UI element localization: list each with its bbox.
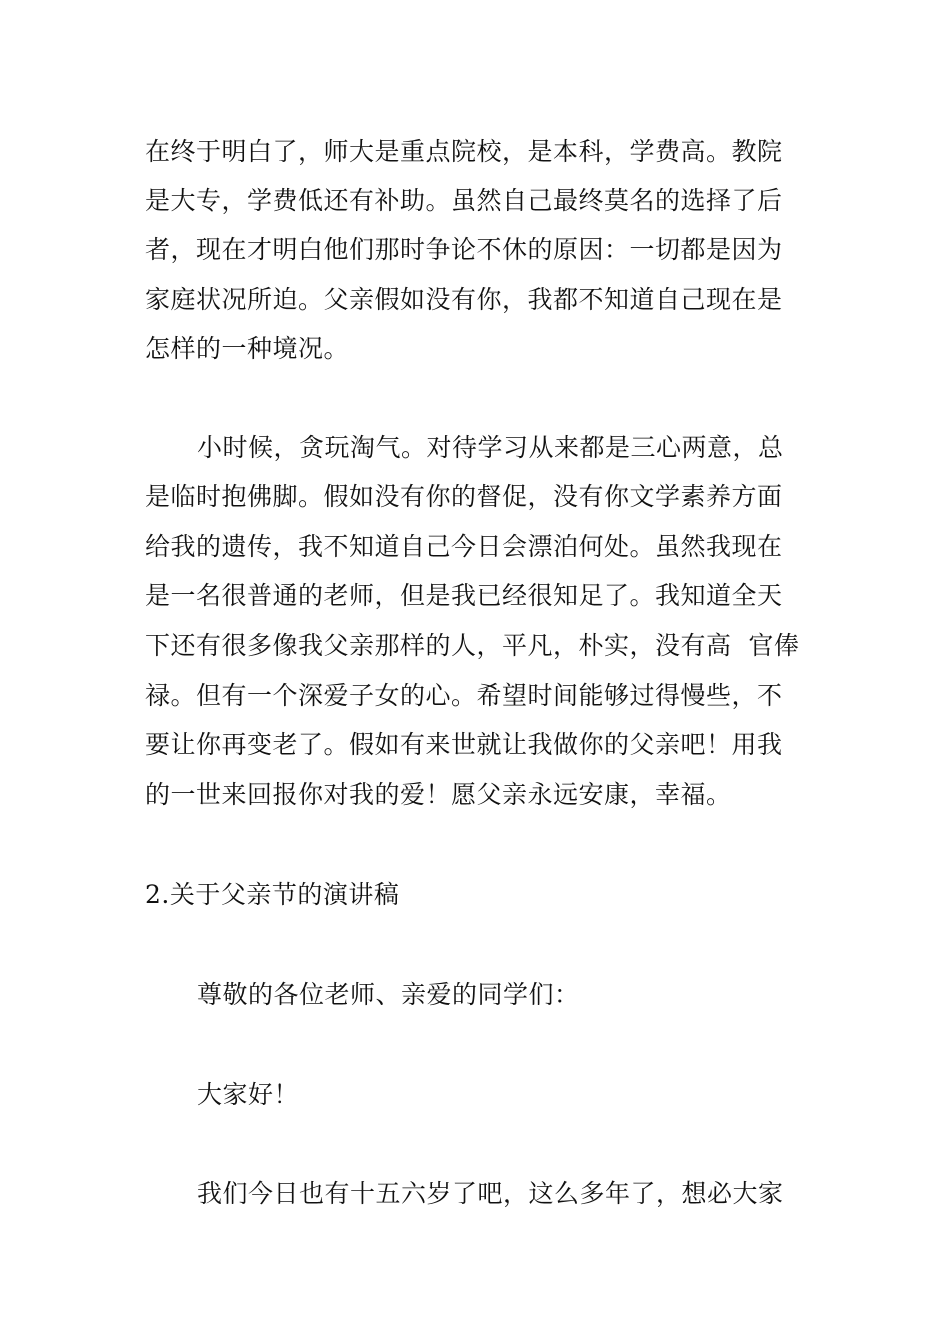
paragraph-line: 是大专，学费低还有补助。虽然自己最终莫名的选择了后: [145, 186, 783, 215]
paragraph-line: 家庭状况所迫。父亲假如没有你，我都不知道自己现在是: [145, 285, 783, 314]
paragraph-line: 小时候，贪玩淘气。对待学习从来都是三心两意，总: [197, 433, 784, 462]
paragraph-line: 是临时抱佛脚。假如没有你的督促，没有你文学素养方面: [145, 482, 783, 511]
section-heading: 2.关于父亲节的演讲稿: [145, 880, 400, 909]
paragraph-line: 下还有很多像我父亲那样的人，平凡，朴实，没有高 官俸: [145, 631, 800, 660]
paragraph-line: 给我的遗传，我不知道自己今日会漂泊何处。虽然我现在: [145, 532, 783, 561]
paragraph-line: 要让你再变老了。假如有来世就让我做你的父亲吧！用我: [145, 730, 783, 759]
paragraph-line: 禄。但有一个深爱子女的心。希望时间能够过得慢些，不: [145, 681, 783, 710]
paragraph-line: 我们今日也有十五六岁了吧，这么多年了，想必大家: [197, 1179, 784, 1208]
paragraph-line: 者，现在才明白他们那时争论不休的原因：一切都是因为: [145, 235, 783, 264]
paragraph-line: 在终于明白了，师大是重点院校，是本科，学费高。教院: [145, 137, 783, 166]
paragraph-line: 的一世来回报你对我的爱！愿父亲永远安康，幸福。: [145, 780, 732, 809]
paragraph-line: 是一名很普通的老师，但是我已经很知足了。我知道全天: [145, 581, 783, 610]
salutation: 尊敬的各位老师、亲爱的同学们：: [197, 980, 580, 1009]
paragraph-line: 怎样的一种境况。: [145, 334, 350, 363]
greeting: 大家好！: [197, 1080, 300, 1109]
